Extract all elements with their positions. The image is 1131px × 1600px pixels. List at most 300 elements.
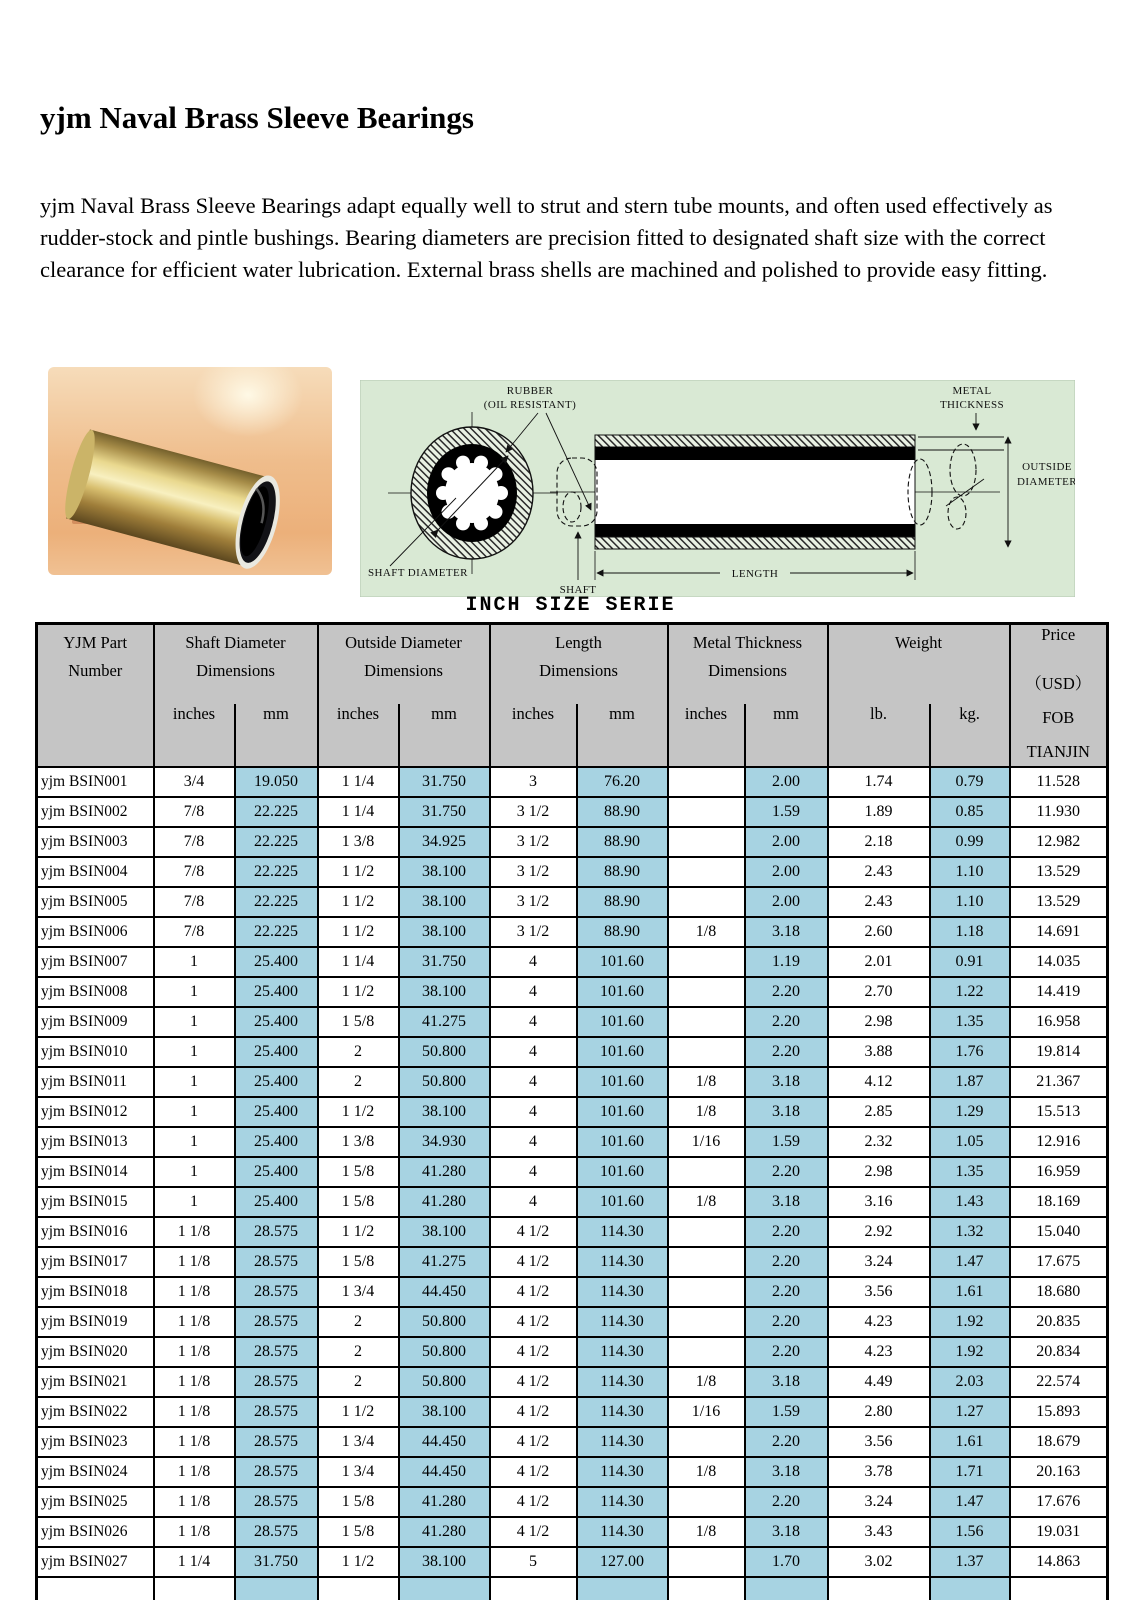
table-cell: 88.90	[577, 917, 668, 947]
table-row	[37, 1247, 1108, 1277]
table-cell: 114.30	[577, 1217, 668, 1247]
table-row	[37, 1367, 1108, 1397]
table-cell: 3 1/2	[490, 917, 577, 947]
table-cell: 50.800	[399, 1037, 490, 1067]
table-cell: 38.100	[399, 1547, 490, 1577]
table-cell: 3/4	[154, 767, 235, 797]
table-cell: yjm BSIN011	[37, 1067, 154, 1097]
table-row	[37, 1457, 1108, 1487]
table-cell: 22.225	[235, 887, 318, 917]
header-price-currency: （USD） FOB TIANJIN	[1010, 664, 1108, 767]
table-cell: 101.60	[577, 1157, 668, 1187]
table-cell: 1 1/4	[318, 947, 399, 977]
subheader-shaft-mm: mm	[235, 704, 318, 767]
table-cell: 25.400	[235, 977, 318, 1007]
table-cell: 3.18	[745, 1067, 828, 1097]
brass-bearing-photo	[48, 367, 332, 575]
table-cell: 15.040	[1010, 1217, 1108, 1247]
table-cell: 127.00	[577, 1547, 668, 1577]
table-cell: 25.400	[235, 1187, 318, 1217]
table-cell: 1.37	[930, 1547, 1010, 1577]
table-row	[37, 917, 1108, 947]
table-cell: 2.18	[828, 827, 930, 857]
table-cell: yjm BSIN022	[37, 1397, 154, 1427]
table-cell: 101.60	[577, 977, 668, 1007]
table-cell: 18.679	[1010, 1427, 1108, 1457]
header-metal-thickness: Metal Thickness Dimensions	[668, 624, 828, 704]
table-cell: 17.675	[1010, 1247, 1108, 1277]
table-cell: 12.982	[1010, 827, 1108, 857]
table-cell: 2.60	[828, 917, 930, 947]
table-cell: 2.92	[828, 1217, 930, 1247]
table-cell: 1 5/8	[318, 1247, 399, 1277]
table-cell: 1 1/2	[318, 977, 399, 1007]
table-cell: 4	[490, 1067, 577, 1097]
table-row	[37, 1067, 1108, 1097]
table-cell: 41.280	[399, 1157, 490, 1187]
table-cell: 1 1/8	[154, 1457, 235, 1487]
table-cell	[668, 827, 745, 857]
subheader-outside-mm: mm	[399, 704, 490, 767]
table-cell: yjm BSIN023	[37, 1427, 154, 1457]
table-cell: 2.00	[745, 827, 828, 857]
table-cell: 88.90	[577, 857, 668, 887]
table-cell: 4	[490, 947, 577, 977]
table-row	[37, 1307, 1108, 1337]
table-cell: 1/16	[668, 1397, 745, 1427]
table-cell: 7/8	[154, 857, 235, 887]
table-cell: 1.29	[930, 1097, 1010, 1127]
table-cell: 1.05	[930, 1127, 1010, 1157]
table-cell: 1	[154, 1097, 235, 1127]
table-cell: 25.400	[235, 947, 318, 977]
table-cell: 1	[154, 977, 235, 1007]
table-cell: yjm BSIN006	[37, 917, 154, 947]
table-cell: 25.400	[235, 1157, 318, 1187]
table-cell: 1/8	[668, 1517, 745, 1547]
table-cell: 38.100	[399, 1217, 490, 1247]
header-shaft-diameter: Shaft Diameter Dimensions	[154, 624, 318, 704]
table-cell: 4 1/2	[490, 1487, 577, 1517]
table-cell: 1/8	[668, 917, 745, 947]
size-table-body	[37, 767, 1108, 1600]
table-cell: yjm BSIN013	[37, 1127, 154, 1157]
table-cell: 22.225	[235, 827, 318, 857]
table-cell: 28.575	[235, 1307, 318, 1337]
subheader-metal-mm: mm	[745, 704, 828, 767]
table-cell: 13.529	[1010, 887, 1108, 917]
length-label: LENGTH	[731, 568, 779, 580]
table-cell: 2	[318, 1337, 399, 1367]
table-cell: 1.35	[930, 1157, 1010, 1187]
table-cell: 3	[490, 767, 577, 797]
table-cell: yjm BSIN016	[37, 1217, 154, 1247]
table-cell: 1 1/8	[154, 1367, 235, 1397]
table-cell: 1.10	[930, 857, 1010, 887]
table-cell: 2	[318, 1307, 399, 1337]
table-cell: 101.60	[577, 1187, 668, 1217]
table-row	[37, 1127, 1108, 1157]
table-cell: 1	[154, 947, 235, 977]
table-row	[37, 1397, 1108, 1427]
table-cell: yjm BSIN007	[37, 947, 154, 977]
table-cell: yjm BSIN015	[37, 1187, 154, 1217]
table-cell	[668, 1307, 745, 1337]
table-cell	[490, 1577, 577, 1600]
header-length: Length Dimensions	[490, 624, 668, 704]
table-cell: 38.100	[399, 887, 490, 917]
table-cell	[668, 977, 745, 1007]
table-cell: 2.85	[828, 1097, 930, 1127]
table-cell: 44.450	[399, 1457, 490, 1487]
table-cell: 1	[154, 1067, 235, 1097]
table-cell: 28.575	[235, 1247, 318, 1277]
table-cell: 1.70	[745, 1547, 828, 1577]
table-cell: 38.100	[399, 917, 490, 947]
table-cell: 4 1/2	[490, 1427, 577, 1457]
table-cell: 44.450	[399, 1277, 490, 1307]
table-row	[37, 827, 1108, 857]
table-cell: 1/8	[668, 1097, 745, 1127]
table-cell	[668, 1547, 745, 1577]
table-cell: 2.43	[828, 857, 930, 887]
table-cell: 88.90	[577, 827, 668, 857]
table-row	[37, 947, 1108, 977]
table-cell: 25.400	[235, 1037, 318, 1067]
table-cell: 1.59	[745, 797, 828, 827]
table-cell: 12.916	[1010, 1127, 1108, 1157]
table-cell	[668, 1247, 745, 1277]
table-cell: 4	[490, 1127, 577, 1157]
table-cell: 50.800	[399, 1067, 490, 1097]
table-cell: 50.800	[399, 1337, 490, 1367]
table-cell: yjm BSIN024	[37, 1457, 154, 1487]
table-cell: 7/8	[154, 917, 235, 947]
table-cell: 1 3/8	[318, 827, 399, 857]
table-cell: 31.750	[399, 767, 490, 797]
table-row	[37, 1277, 1108, 1307]
table-cell: 4 1/2	[490, 1277, 577, 1307]
header-weight: Weight	[828, 624, 1010, 704]
table-cell: 20.835	[1010, 1307, 1108, 1337]
table-cell: 19.814	[1010, 1037, 1108, 1067]
table-cell: 1	[154, 1037, 235, 1067]
table-cell	[668, 767, 745, 797]
rubber-label-line1: RUBBER	[506, 385, 554, 397]
table-cell: yjm BSIN021	[37, 1367, 154, 1397]
table-cell: 3.24	[828, 1487, 930, 1517]
table-cell: 101.60	[577, 1037, 668, 1067]
table-cell: 101.60	[577, 1007, 668, 1037]
table-cell: 7/8	[154, 827, 235, 857]
table-cell: 1.18	[930, 917, 1010, 947]
table-cell	[577, 1577, 668, 1600]
table-cell: 1 1/2	[318, 1217, 399, 1247]
table-row	[37, 977, 1108, 1007]
table-row	[37, 887, 1108, 917]
table-cell: 19.031	[1010, 1517, 1108, 1547]
table-cell: yjm BSIN009	[37, 1007, 154, 1037]
table-cell: yjm BSIN025	[37, 1487, 154, 1517]
table-cell: 1.47	[930, 1247, 1010, 1277]
table-cell: 3.56	[828, 1277, 930, 1307]
table-cell: 1 1/8	[154, 1337, 235, 1367]
table-cell: 1.27	[930, 1397, 1010, 1427]
table-cell: 2.98	[828, 1157, 930, 1187]
table-cell: 41.280	[399, 1187, 490, 1217]
table-cell	[668, 1157, 745, 1187]
table-cell: 101.60	[577, 1067, 668, 1097]
table-cell: 114.30	[577, 1367, 668, 1397]
table-cell: 28.575	[235, 1277, 318, 1307]
table-cell: 5	[490, 1547, 577, 1577]
table-cell: 14.419	[1010, 977, 1108, 1007]
table-cell: 2.00	[745, 857, 828, 887]
table-cell: yjm BSIN004	[37, 857, 154, 887]
table-cell: 2.00	[745, 887, 828, 917]
table-cell: 1.61	[930, 1427, 1010, 1457]
table-cell: 1.32	[930, 1217, 1010, 1247]
table-cell: 4 1/2	[490, 1337, 577, 1367]
table-row	[37, 1517, 1108, 1547]
table-cell: 3.56	[828, 1427, 930, 1457]
table-cell: 1.35	[930, 1007, 1010, 1037]
table-cell	[745, 1577, 828, 1600]
page-title: yjm Naval Brass Sleeve Bearings	[40, 100, 474, 135]
table-cell: 20.163	[1010, 1457, 1108, 1487]
subheader-outside-inches: inches	[318, 704, 399, 767]
table-row	[37, 1217, 1108, 1247]
table-cell: 1 1/8	[154, 1277, 235, 1307]
table-cell: 1 1/2	[318, 887, 399, 917]
table-cell: yjm BSIN002	[37, 797, 154, 827]
table-cell: 114.30	[577, 1457, 668, 1487]
table-cell: 7/8	[154, 797, 235, 827]
table-cell	[235, 1577, 318, 1600]
rubber-label-line2: (OIL RESISTANT)	[483, 399, 577, 411]
table-cell: 1 1/8	[154, 1307, 235, 1337]
table-cell: yjm BSIN019	[37, 1307, 154, 1337]
table-cell: yjm BSIN018	[37, 1277, 154, 1307]
table-cell: 114.30	[577, 1337, 668, 1367]
table-cell: 1	[154, 1007, 235, 1037]
table-cell: 3.18	[745, 1097, 828, 1127]
table-cell: 31.750	[399, 797, 490, 827]
table-cell: 3.78	[828, 1457, 930, 1487]
table-cell: 15.513	[1010, 1097, 1108, 1127]
table-cell	[399, 1577, 490, 1600]
table-cell: 1.74	[828, 767, 930, 797]
table-cell: 2.03	[930, 1367, 1010, 1397]
outside-diameter-label-line2: DIAMETER	[1016, 476, 1075, 488]
table-cell: 3.18	[745, 1367, 828, 1397]
table-cell: 4.49	[828, 1367, 930, 1397]
table-cell: 16.958	[1010, 1007, 1108, 1037]
table-cell: 41.275	[399, 1247, 490, 1277]
table-cell: 1/8	[668, 1187, 745, 1217]
table-cell	[154, 1577, 235, 1600]
table-cell: 2.43	[828, 887, 930, 917]
table-cell: 1	[154, 1127, 235, 1157]
table-cell: 114.30	[577, 1517, 668, 1547]
table-cell: 28.575	[235, 1217, 318, 1247]
table-cell	[668, 797, 745, 827]
table-cell: 3.18	[745, 1517, 828, 1547]
table-cell: 1.47	[930, 1487, 1010, 1517]
table-row	[37, 1007, 1108, 1037]
table-cell: 1.87	[930, 1067, 1010, 1097]
table-cell: 4.12	[828, 1067, 930, 1097]
table-cell: 1 1/2	[318, 917, 399, 947]
table-cell: yjm BSIN001	[37, 767, 154, 797]
table-cell: 38.100	[399, 977, 490, 1007]
table-cell: 1 3/4	[318, 1427, 399, 1457]
table-cell: 1 1/8	[154, 1427, 235, 1457]
table-cell: 4.23	[828, 1337, 930, 1367]
table-cell: 1 1/8	[154, 1517, 235, 1547]
table-cell: 4 1/2	[490, 1247, 577, 1277]
subheader-metal-inches: inches	[668, 704, 745, 767]
table-cell: 4 1/2	[490, 1217, 577, 1247]
table-cell: yjm BSIN014	[37, 1157, 154, 1187]
table-cell: 15.893	[1010, 1397, 1108, 1427]
table-cell: 88.90	[577, 887, 668, 917]
table-cell: 41.275	[399, 1007, 490, 1037]
table-cell: 44.450	[399, 1427, 490, 1457]
table-cell: 22.225	[235, 857, 318, 887]
table-cell: 0.85	[930, 797, 1010, 827]
metal-thickness-label-line2: THICKNESS	[939, 399, 1005, 411]
table-cell: yjm BSIN012	[37, 1097, 154, 1127]
table-cell: 1 1/4	[318, 767, 399, 797]
table-cell: 1 1/8	[154, 1487, 235, 1517]
table-cell: yjm BSIN008	[37, 977, 154, 1007]
table-cell: 1 1/2	[318, 857, 399, 887]
table-cell: 0.91	[930, 947, 1010, 977]
table-row	[37, 1037, 1108, 1067]
table-cell: 31.750	[399, 947, 490, 977]
table-cell: 114.30	[577, 1427, 668, 1457]
table-cell: 1 5/8	[318, 1007, 399, 1037]
table-cell: 28.575	[235, 1487, 318, 1517]
table-cell: 1.10	[930, 887, 1010, 917]
table-cell: 1 1/2	[318, 1397, 399, 1427]
table-cell: 22.225	[235, 797, 318, 827]
table-cell: 1.56	[930, 1517, 1010, 1547]
table-cell: 101.60	[577, 1097, 668, 1127]
table-cell: 11.528	[1010, 767, 1108, 797]
table-cell: 114.30	[577, 1307, 668, 1337]
size-table	[35, 622, 1109, 1600]
table-cell: 1.92	[930, 1337, 1010, 1367]
bearing-diagram	[360, 380, 1075, 597]
table-cell: 1	[154, 1187, 235, 1217]
table-cell: 41.280	[399, 1487, 490, 1517]
table-cell: 3 1/2	[490, 887, 577, 917]
table-cell: 28.575	[235, 1337, 318, 1367]
table-cell: 34.925	[399, 827, 490, 857]
table-cell: 4	[490, 1157, 577, 1187]
header-price: Price	[1010, 624, 1108, 664]
table-cell	[828, 1577, 930, 1600]
table-row	[37, 1187, 1108, 1217]
table-cell: 21.367	[1010, 1067, 1108, 1097]
table-cell: 28.575	[235, 1457, 318, 1487]
table-cell: 3.18	[745, 1187, 828, 1217]
table-cell: 18.169	[1010, 1187, 1108, 1217]
table-cell: yjm BSIN027	[37, 1547, 154, 1577]
table-cell: 1 5/8	[318, 1187, 399, 1217]
table-cell: 1.61	[930, 1277, 1010, 1307]
table-cell: 28.575	[235, 1367, 318, 1397]
table-cell: 3.24	[828, 1247, 930, 1277]
table-cell: 25.400	[235, 1007, 318, 1037]
table-cell: 22.225	[235, 917, 318, 947]
table-row	[37, 1577, 1108, 1600]
outside-diameter-label-line1: OUTSIDE	[1022, 461, 1072, 473]
table-cell: 2.20	[745, 1277, 828, 1307]
technical-diagram	[360, 380, 1075, 597]
table-cell	[668, 1277, 745, 1307]
table-cell: 2.20	[745, 1247, 828, 1277]
table-cell	[668, 1427, 745, 1457]
table-cell: 1 3/8	[318, 1127, 399, 1157]
table-cell: 2.70	[828, 977, 930, 1007]
table-cell: 1/16	[668, 1127, 745, 1157]
table-cell: 1 1/4	[318, 797, 399, 827]
table-cell: 101.60	[577, 947, 668, 977]
table-cell: yjm BSIN010	[37, 1037, 154, 1067]
shaft-label: SHAFT	[559, 584, 597, 596]
table-cell: 1.19	[745, 947, 828, 977]
table-cell: 38.100	[399, 857, 490, 887]
table-cell: 2.32	[828, 1127, 930, 1157]
table-cell	[318, 1577, 399, 1600]
subheader-length-inches: inches	[490, 704, 577, 767]
table-cell: 1 1/4	[154, 1547, 235, 1577]
metal-thickness-label-line1: METAL	[952, 385, 992, 397]
table-cell: 14.691	[1010, 917, 1108, 947]
table-cell: 50.800	[399, 1307, 490, 1337]
table-cell: 1/8	[668, 1067, 745, 1097]
table-cell: 2	[318, 1067, 399, 1097]
subheader-length-mm: mm	[577, 704, 668, 767]
table-cell: 1 1/2	[318, 1547, 399, 1577]
table-cell: 0.79	[930, 767, 1010, 797]
table-row	[37, 797, 1108, 827]
table-cell: 2.20	[745, 1337, 828, 1367]
table-cell: 14.863	[1010, 1547, 1108, 1577]
table-cell: 1	[154, 1157, 235, 1187]
table-cell: 20.834	[1010, 1337, 1108, 1367]
table-cell: 0.99	[930, 827, 1010, 857]
table-cell	[668, 1007, 745, 1037]
table-cell: 4 1/2	[490, 1307, 577, 1337]
table-cell: yjm BSIN003	[37, 827, 154, 857]
subheader-weight-lb: lb.	[828, 704, 930, 767]
table-cell: 41.280	[399, 1517, 490, 1547]
table-cell: 28.575	[235, 1427, 318, 1457]
table-cell: 1 1/8	[154, 1247, 235, 1277]
table-cell: 4	[490, 1007, 577, 1037]
table-cell: 1.59	[745, 1397, 828, 1427]
table-cell	[668, 857, 745, 887]
table-cell: 28.575	[235, 1517, 318, 1547]
table-cell: 3.02	[828, 1547, 930, 1577]
table-cell: 3.88	[828, 1037, 930, 1067]
table-row	[37, 1337, 1108, 1367]
table-cell: 4 1/2	[490, 1457, 577, 1487]
